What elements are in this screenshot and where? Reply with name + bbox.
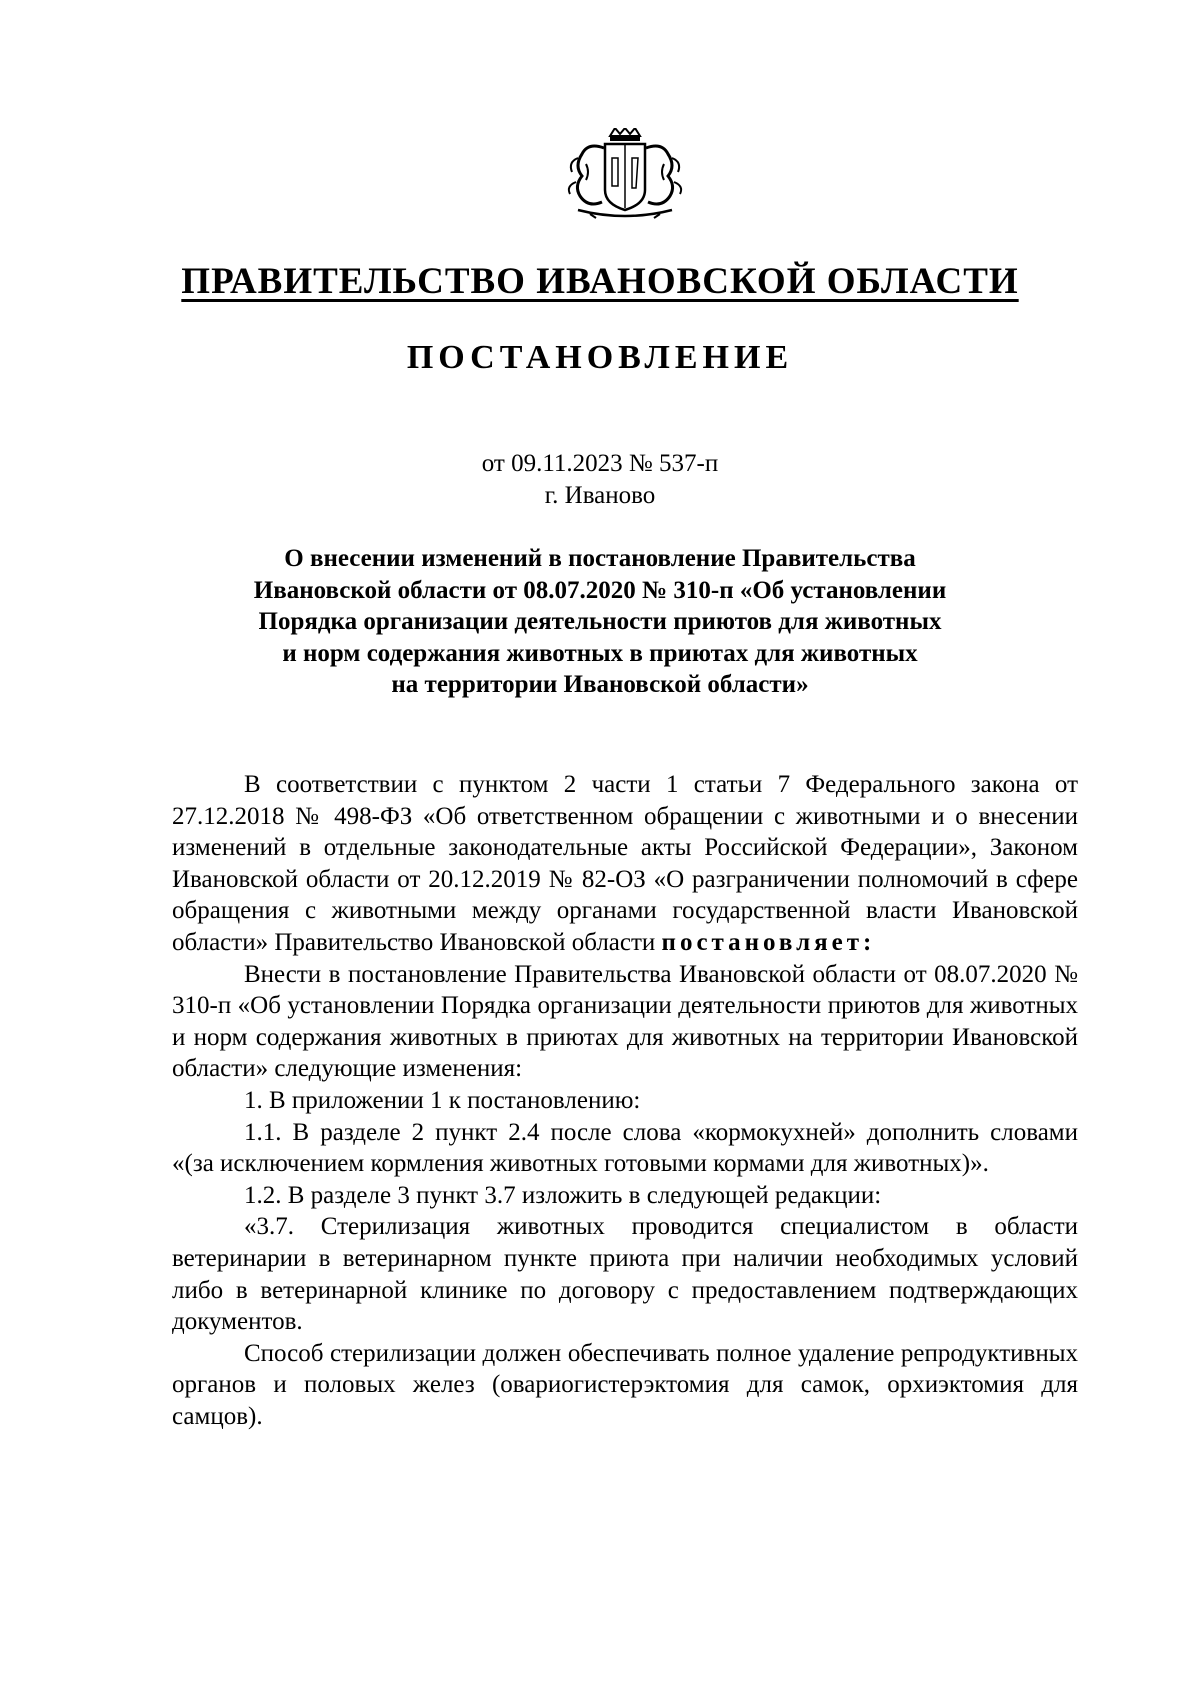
subject-line: О внесении изменений в постановление Правительства — [284, 545, 916, 572]
date-and-number: от 09.11.2023 № 537-п — [481, 450, 719, 477]
subject-line: Ивановской области от 08.07.2020 № 310-п «Об установлении — [253, 576, 947, 604]
body-paragraph: «3.7. Стерилизация животных проводится специалистом в области ветеринарии в ветеринарном пункте приюта при наличии необходимых условий либо в ветеринарной клинике по договору с предоставлением подтверждающих документов. — [172, 1213, 1078, 1336]
document-subject — [200, 543, 1000, 701]
coat-of-arms-icon — [560, 128, 690, 220]
body-paragraph: 1. В приложении 1 к постановлению: — [244, 1086, 641, 1114]
government-title: ПРАВИТЕЛЬСТВО ИВАНОВСКОЙ ОБЛАСТИ — [181, 261, 1019, 302]
preamble-text: В соответствии с пунктом 2 части 1 статьи 7 Федерального закона от 27.12.2018 № 498-ФЗ «Об ответственном обращении с животными и о внесении изменений в отдельные законодательные акты Российской Федерации», Законом Ивановской области от 20.12.2019 № 82-ОЗ «О разграничении полномочий в сфере обращения с животными между органами государственной власти Ивановской области» Правительство Ивановской области — [172, 771, 1078, 956]
subject-line: Порядка организации деятельности приютов для животных — [258, 608, 942, 635]
document-body — [172, 769, 1078, 1432]
subject-line: и норм содержания животных в приютах для животных — [282, 639, 918, 667]
body-paragraph: 1.1. В разделе 2 пункт 2.4 после слова «кормокухней» дополнить словами «(за исключением кормления животных готовыми кормами для животных)». — [172, 1118, 1078, 1178]
body-paragraph: Способ стерилизации должен обеспечивать полное удаление репродуктивных органов и половых желез (овариогистерэктомия для самок, орхиэктомия для самцов). — [172, 1339, 1078, 1430]
document-meta — [0, 448, 1200, 512]
body-paragraph: Внести в постановление Правительства Ивановской области от 08.07.2020 № 310-п «Об установлении Порядка организации деятельности приютов для животных и норм содержания животных в приютах для животных на территории Ивановской области» следующие изменения: — [172, 960, 1078, 1083]
city-name: г. Иваново — [544, 482, 656, 509]
preamble-paragraph — [172, 769, 1078, 959]
document-type-heading: ПОСТАНОВЛЕНИЕ — [406, 339, 794, 376]
subject-line: на территории Ивановской области» — [391, 671, 809, 698]
body-paragraph: 1.2. В разделе 3 пункт 3.7 изложить в следующей редакции: — [244, 1181, 882, 1209]
decree-word: постановляет: — [661, 928, 876, 956]
